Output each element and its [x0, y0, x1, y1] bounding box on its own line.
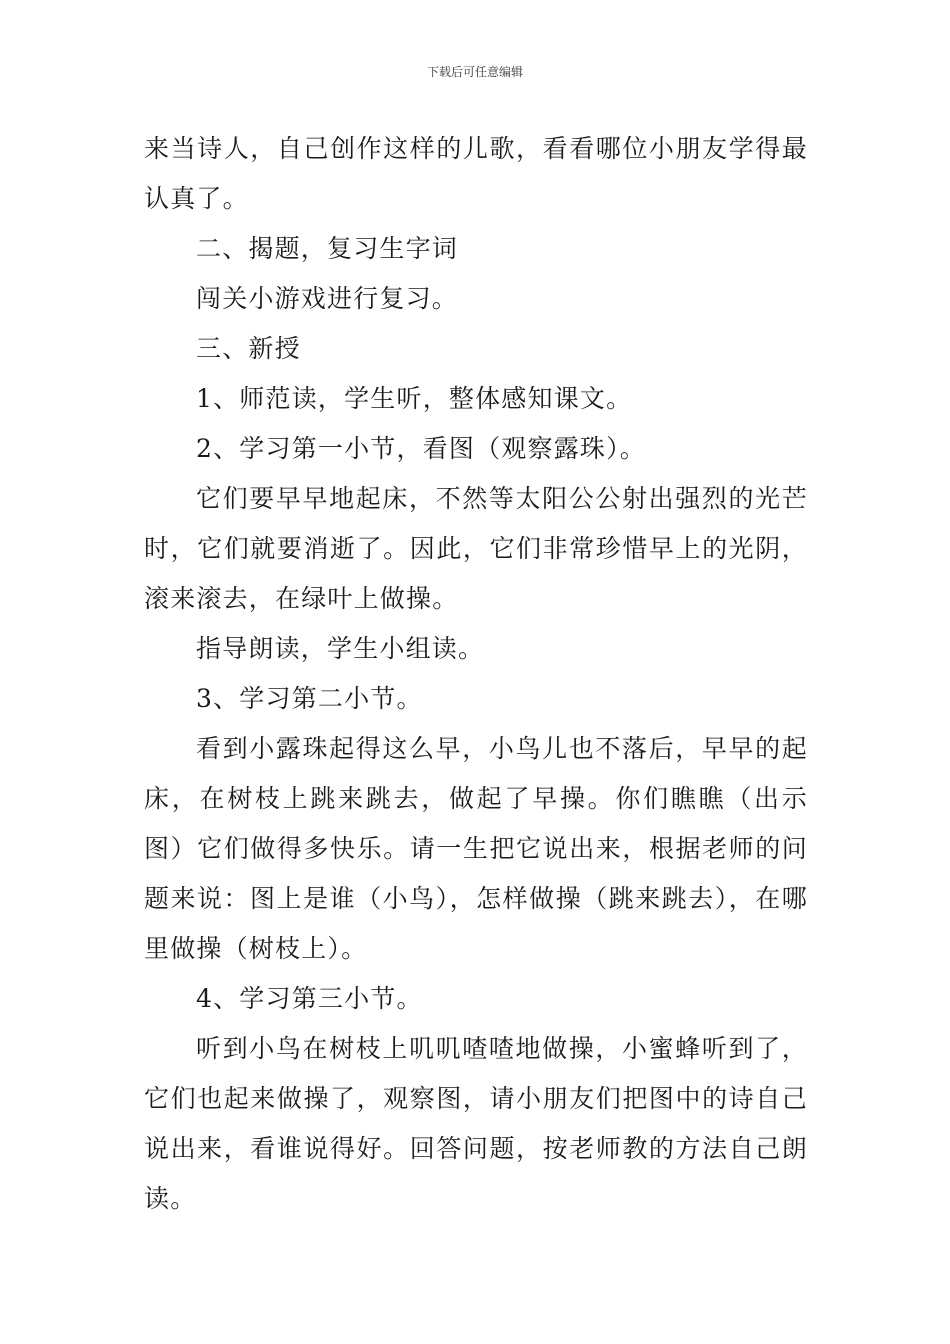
paragraph: 看到小露珠起得这么早，小鸟儿也不落后，早早的起床，在树枝上跳来跳去，做起了早操。你们瞧瞧（出示图）它们做得多快乐。请一生把它说出来，根据老师的问题来说：图上是谁（小鸟），怎样做操（跳来跳去），在哪里做操（树枝上）。: [144, 734, 808, 963]
paragraph: 指导朗读，学生小组读。: [196, 634, 485, 663]
paragraph: 听到小鸟在树枝上叽叽喳喳地做操，小蜜蜂听到了，它们也起来做操了，观察图，请小朋友们把图中的诗自己说出来，看谁说得好。回答问题，按老师教的方法自己朗读。: [144, 1034, 808, 1213]
list-item: 4、学习第三小节。: [196, 984, 423, 1013]
page-header: 下载后可任意编辑: [426, 65, 523, 79]
document-body: [144, 124, 808, 1224]
section-heading: 二、揭题，复习生字词: [196, 234, 459, 263]
list-item: 1、师范读，学生听，整体感知课文。: [196, 384, 633, 413]
paragraph: 闯关小游戏进行复习。: [196, 284, 459, 313]
list-item: 3、学习第二小节。: [196, 684, 423, 713]
paragraph: 它们要早早地起床，不然等太阳公公射出强烈的光芒时，它们就要消逝了。因此，它们非常珍惜早上的光阴，滚来滚去，在绿叶上做操。: [144, 484, 808, 613]
section-heading: 三、新授: [196, 334, 301, 363]
paragraph: 来当诗人，自己创作这样的儿歌，看看哪位小朋友学得最认真了。: [144, 134, 808, 213]
list-item: 2、学习第一小节，看图（观察露珠）。: [196, 434, 647, 463]
